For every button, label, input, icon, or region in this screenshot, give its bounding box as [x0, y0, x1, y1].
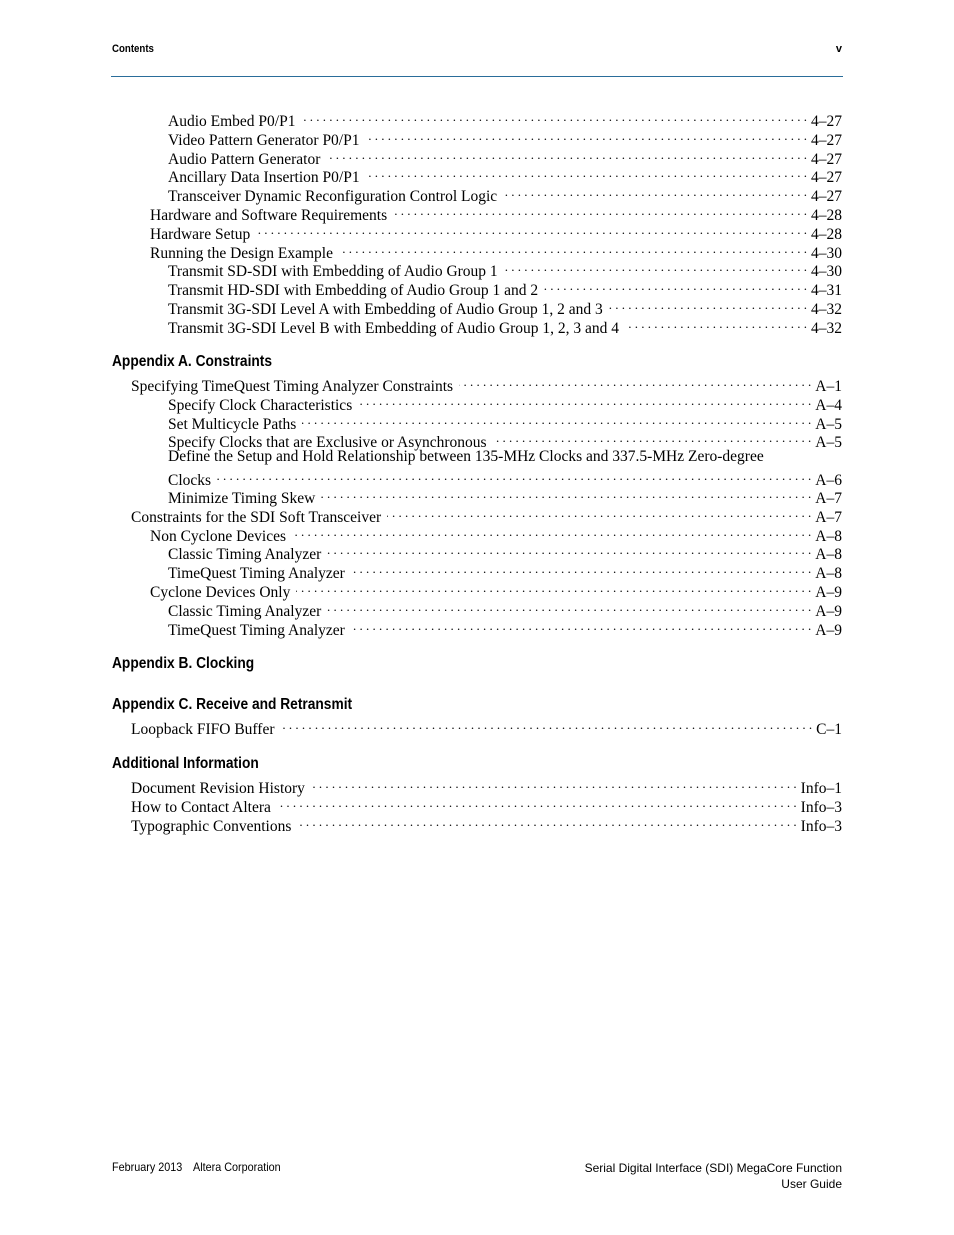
toc-entry-page: 4–27 — [811, 150, 842, 168]
toc-leader-dots — [459, 372, 811, 391]
toc-entry-title: Audio Pattern Generator — [168, 150, 321, 168]
toc-leader-dots — [503, 182, 807, 201]
toc-leader-dots — [609, 295, 807, 314]
toc-entry-title: Non Cyclone Devices — [150, 527, 287, 545]
toc-entry-page: 4–31 — [811, 282, 842, 300]
toc-entry[interactable] — [0, 163, 842, 187]
toc-entry-title: Loopback FIFO Buffer — [131, 721, 275, 738]
toc-entry-wrapped-line1[interactable]: Define the Setup and Hold Relationship between 135-MHz Clocks and 337.5-MHz Zero-degree — [168, 448, 764, 465]
toc-leader-dots — [281, 715, 813, 734]
toc-entry[interactable] — [0, 503, 842, 526]
toc-entry-page: 4–27 — [811, 113, 842, 130]
toc-entry-page: Info–3 — [800, 798, 842, 816]
toc-entry-title: Set Multicycle Paths — [168, 415, 297, 433]
toc-entry-title: Cyclone Devices Only — [150, 584, 291, 601]
toc-leader-dots — [366, 163, 807, 182]
toc-entry-page: 4–28 — [811, 207, 842, 224]
toc-entry-page: 4–32 — [811, 301, 842, 318]
toc-entry-title: Document Revision History — [131, 780, 305, 797]
toc-entry-title: Clocks — [168, 472, 212, 489]
toc-entry-page: A–7 — [815, 508, 842, 526]
appendix-c-heading: Appendix C. Receive and Retransmit — [112, 696, 353, 713]
toc-entry[interactable] — [0, 559, 842, 583]
toc-entry-page: A–9 — [815, 602, 842, 620]
toc-leader-dots — [297, 812, 796, 831]
toc-entry[interactable] — [0, 257, 842, 281]
toc-entry-title: Audio Embed P0/P1 — [168, 113, 296, 130]
toc-entry-title: Video Pattern Generator P0/P1 — [168, 131, 360, 149]
toc-entry[interactable] — [0, 182, 842, 206]
toc-leader-dots — [358, 391, 811, 410]
toc-leader-dots — [544, 276, 807, 295]
toc-entry-title: Hardware Setup — [150, 225, 251, 243]
toc-leader-dots — [311, 774, 797, 793]
toc-entry-page: C–1 — [816, 721, 842, 738]
toc-entry-page: 4–28 — [811, 225, 842, 243]
toc-entry[interactable] — [0, 145, 842, 168]
toc-entry-title: Specify Clocks that are Exclusive or Asynchronous — [168, 434, 487, 452]
footer-left — [112, 1160, 281, 1174]
toc-entry-wrapped-line2[interactable] — [0, 466, 842, 489]
footer-doc-title: Serial Digital Interface (SDI) MegaCore Function — [584, 1161, 842, 1175]
toc-leader-dots — [393, 201, 807, 220]
footer-company: Altera Corporation — [193, 1160, 281, 1174]
toc-entry-title: Hardware and Software Requirements — [150, 207, 388, 224]
footer-right — [585, 1160, 842, 1192]
additional-information-heading: Additional Information — [112, 755, 259, 772]
toc-leader-dots — [351, 559, 811, 578]
toc-leader-dots — [327, 540, 811, 559]
toc-entry[interactable] — [0, 522, 842, 545]
toc-entry-title: Transmit HD-SDI with Embedding of Audio Group 1 and 2 — [168, 282, 539, 300]
appendix-b-heading: Appendix B. Clocking — [112, 655, 255, 672]
toc-entry[interactable] — [0, 484, 842, 507]
header-divider — [111, 76, 843, 77]
toc-leader-dots — [292, 522, 811, 541]
footer-date: February 2013 — [112, 1160, 183, 1174]
toc-entry-page: 4–27 — [811, 169, 842, 187]
toc-entry-page: A–9 — [815, 584, 842, 601]
toc-entry[interactable] — [0, 793, 842, 816]
toc-entry-page: A–8 — [815, 546, 842, 564]
toc-leader-dots — [321, 484, 811, 503]
toc-entry-title: Running the Design Example — [150, 244, 333, 262]
toc-entry[interactable] — [0, 616, 842, 639]
toc-entry[interactable] — [0, 715, 842, 738]
toc-entry-page: Info–1 — [800, 780, 842, 797]
toc-leader-dots — [217, 466, 811, 485]
toc-entry-title: Classic Timing Analyzer — [168, 546, 322, 564]
toc-entry-title: Typographic Conventions — [131, 817, 292, 835]
running-header-title: Contents — [112, 43, 154, 55]
toc-entry-title: Constraints for the SDI Soft Transceiver — [131, 508, 382, 526]
toc-entry[interactable] — [0, 239, 842, 262]
toc-leader-dots — [625, 314, 807, 333]
toc-entry-title: How to Contact Altera — [131, 798, 271, 816]
running-header-page-number: v — [835, 43, 842, 55]
toc-leader-dots — [296, 578, 811, 597]
toc-entry-page: A–7 — [815, 490, 842, 507]
toc-leader-dots — [366, 126, 808, 145]
toc-entry-page: Info–3 — [800, 817, 842, 835]
toc-entry-title: Specify Clock Characteristics — [168, 396, 353, 414]
toc-leader-dots — [504, 257, 807, 276]
toc-entry-page: A–4 — [815, 396, 842, 414]
toc-entry-title: Transmit 3G-SDI Level B with Embedding of Audio Group 1, 2, 3 and 4 — [168, 319, 620, 337]
toc-entry-page: A–6 — [815, 472, 842, 489]
toc-entry-title: Transmit SD-SDI with Embedding of Audio Group 1 — [168, 263, 498, 281]
toc-leader-dots — [256, 220, 807, 239]
toc-entry-page: 4–30 — [811, 244, 842, 262]
toc-entry[interactable] — [0, 314, 842, 337]
toc-entry-title: Ancillary Data Insertion P0/P1 — [168, 169, 360, 187]
toc-entry[interactable] — [0, 774, 842, 797]
toc-entry-title: Minimize Timing Skew — [168, 490, 316, 507]
toc-entry-page: 4–27 — [811, 131, 842, 149]
toc-leader-dots — [493, 428, 812, 447]
toc-leader-dots — [339, 239, 807, 258]
toc-leader-dots — [301, 107, 807, 126]
toc-entry[interactable] — [0, 597, 842, 620]
toc-entry-page: 4–32 — [811, 319, 842, 337]
toc-entry-page: A–8 — [815, 565, 842, 583]
toc-entry-page: 4–30 — [811, 263, 842, 281]
toc-leader-dots — [387, 503, 811, 522]
toc-entry-page: A–5 — [815, 415, 842, 433]
toc-leader-dots — [326, 145, 807, 164]
toc-entry[interactable] — [0, 812, 842, 835]
toc-entry-title: TimeQuest Timing Analyzer — [168, 565, 345, 583]
toc-entry[interactable] — [0, 578, 842, 601]
toc-leader-dots — [302, 410, 811, 429]
toc-entry[interactable] — [0, 540, 842, 564]
toc-leader-dots — [277, 793, 797, 812]
toc-entry[interactable] — [0, 201, 842, 224]
toc-entry-page: 4–27 — [811, 188, 842, 206]
toc-leader-dots — [327, 597, 811, 616]
toc-entry[interactable] — [0, 295, 842, 318]
toc-leader-dots — [351, 616, 811, 635]
toc-entry[interactable] — [0, 391, 842, 414]
toc-entry-page: A–5 — [815, 434, 842, 452]
toc-entry[interactable] — [0, 107, 842, 130]
footer-doc-subtitle: User Guide — [781, 1177, 842, 1191]
appendix-a-heading: Appendix A. Constraints — [112, 353, 273, 370]
toc-entry-page: A–9 — [815, 621, 842, 639]
toc-entry-page: A–1 — [815, 378, 842, 395]
toc-entry-title: Transmit 3G-SDI Level A with Embedding of Audio Group 1, 2 and 3 — [168, 301, 603, 318]
toc-entry-title: Transceiver Dynamic Reconfiguration Control Logic — [168, 188, 498, 206]
toc-entry-title: TimeQuest Timing Analyzer — [168, 621, 345, 639]
toc-entry[interactable] — [0, 126, 842, 149]
toc-entry[interactable] — [0, 410, 842, 433]
toc-entry-title: Classic Timing Analyzer — [168, 602, 322, 620]
toc-entry[interactable] — [0, 372, 842, 395]
toc-entry[interactable] — [0, 428, 842, 452]
toc-entry[interactable] — [0, 220, 842, 243]
toc-entry-page: A–8 — [815, 527, 842, 545]
toc-entry[interactable] — [0, 276, 842, 300]
toc-entry-title: Specifying TimeQuest Timing Analyzer Constraints — [131, 378, 454, 395]
